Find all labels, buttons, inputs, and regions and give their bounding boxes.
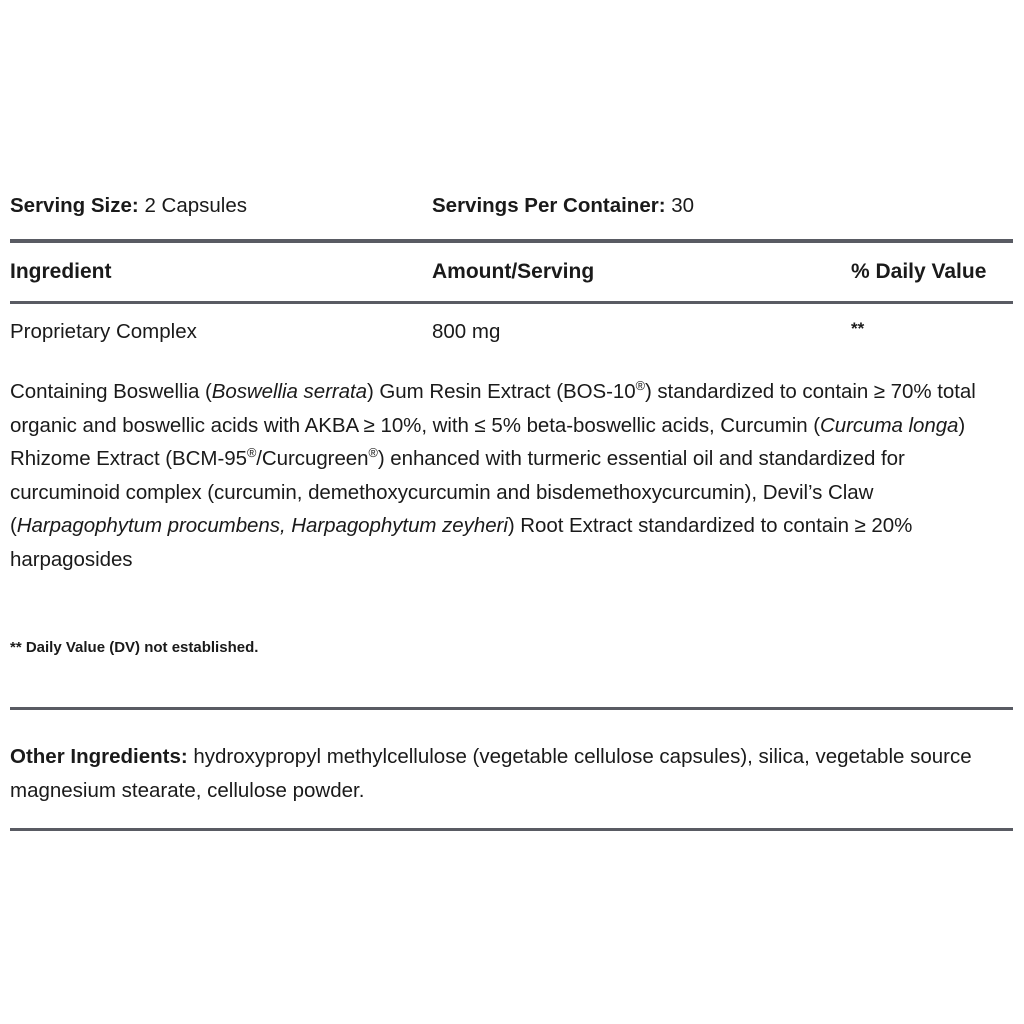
desc-italic-boswellia-serrata: Boswellia serrata [211, 380, 367, 403]
serving-info-row [0, 191, 1024, 221]
row-amount: 800 mg [432, 320, 501, 343]
column-header-ingredient: Ingredient [10, 260, 112, 283]
column-header-percent-daily-value: % Daily Value [851, 260, 987, 283]
divider-bottom [10, 828, 1013, 831]
registered-trademark-icon: ® [368, 445, 378, 461]
desc-part-6: ) enhanced with turmeric essential oil and standardized for curcuminoid complex (curcumin, demethoxycurcumin and bisdemethoxycurcumin), Devil’s Claw ( [10, 447, 905, 537]
row-daily-value: ** [851, 319, 865, 338]
table-row [0, 317, 1024, 347]
desc-part-7: ) Root Extract standardized to contain ≥ 20% harpagosides [10, 514, 913, 571]
desc-part-4: ) Rhizome Extract (BCM-95 [10, 413, 966, 470]
divider-below-serving-info [10, 239, 1013, 243]
serving-size-value: 2 Capsules [144, 194, 248, 217]
desc-italic-curcuma-longa: Curcuma longa [820, 413, 959, 437]
desc-part-5: /Curcugreen [256, 447, 369, 470]
other-ingredients-value: hydroxypropyl methylcellulose (vegetable cellulose capsules), silica, vegetable source magnesium stearate, cellulose powder. [10, 745, 972, 802]
servings-per-container-label: Servings Per Container: [432, 194, 666, 217]
proprietary-complex-description [10, 375, 1010, 576]
servings-per-container-value: 30 [671, 194, 695, 217]
desc-part-3: ) standardized to contain ≥ 70% total organic and boswellic acids with AKBA ≥ 10%, with ≤ 5% beta-boswellic acids, Curcumin ( [10, 380, 976, 437]
serving-size-label: Serving Size: [10, 194, 139, 217]
desc-part-2: ) Gum Resin Extract (BOS-10 [366, 380, 636, 403]
servings-per-container [432, 191, 694, 221]
desc-italic-harpagophytum: Harpagophytum procumbens, Harpagophytum zeyheri [16, 514, 508, 537]
other-ingredients-section [10, 740, 1000, 807]
serving-size [10, 191, 247, 221]
divider-above-other-ingredients [10, 707, 1013, 710]
table-header-row [0, 257, 1024, 287]
desc-part-1: Containing Boswellia ( [10, 380, 212, 403]
registered-trademark-icon: ® [635, 378, 645, 394]
divider-below-headers [10, 301, 1013, 304]
row-ingredient-name: Proprietary Complex [10, 320, 197, 343]
daily-value-footnote: ** Daily Value (DV) not established. [10, 639, 259, 656]
other-ingredients-label: Other Ingredients: [10, 745, 188, 768]
column-header-amount-per-serving: Amount/Serving [432, 260, 595, 283]
registered-trademark-icon: ® [246, 445, 257, 461]
